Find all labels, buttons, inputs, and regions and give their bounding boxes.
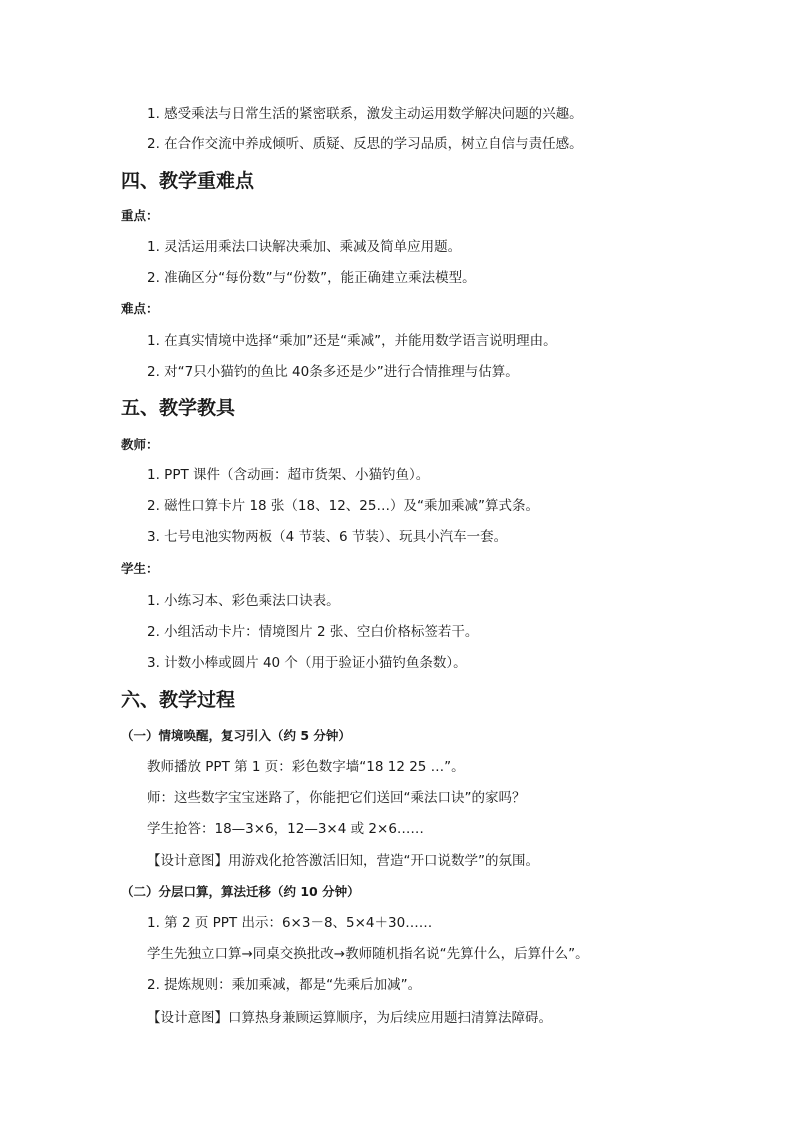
student-item-2: 2. 小组活动卡片：情境图片 2 张、空白价格标签若干。 [147,624,479,640]
part1-design-intent: 【设计意图】用游戏化抢答激活旧知，营造“开口说数学”的氛围。 [147,853,539,869]
student-label: 学生： [121,561,159,576]
part1-title: （一）情境唤醒，复习引入（约 5 分钟） [121,728,351,743]
key-points-label: 重点： [121,208,159,223]
teacher-item-1: 1. PPT 课件（含动画：超市货架、小猫钓鱼）。 [147,467,430,483]
key-point-item-2: 2. 准确区分“每份数”与“份数”，能正确建立乘法模型。 [147,270,476,286]
teacher-item-3: 3. 七号电池实物两板（4 节装、6 节装）、玩具小汽车一套。 [147,529,508,545]
part2-line-2: 学生先独立口算→同桌交换批改→教师随机指名说“先算什么，后算什么”。 [147,946,589,962]
key-point-item-1: 1. 灵活运用乘法口诀解决乘加、乘减及简单应用题。 [147,239,462,255]
student-item-1: 1. 小练习本、彩色乘法口诀表。 [147,593,340,609]
part1-line-3: 学生抢答：18—3×6，12—3×4 或 2×6…… [147,821,424,837]
teacher-label: 教师： [121,437,159,452]
part2-line-3: 2. 提炼规则：乘加乘减，都是“先乘后加减”。 [147,977,422,993]
part1-line-2: 师：这些数字宝宝迷路了，你能把它们送回“乘法口诀”的家吗？ [147,790,526,806]
difficult-point-item-1: 1. 在真实情境中选择“乘加”还是“乘减”，并能用数学语言说明理由。 [147,333,557,349]
difficult-points-label: 难点： [121,301,159,316]
section-heading-teaching-process: 六、教学过程 [121,689,236,711]
part2-title: （二）分层口算，算法迁移（约 10 分钟） [121,884,360,899]
part2-design-intent: 【设计意图】口算热身兼顾运算顺序，为后续应用题扫清算法障碍。 [147,1010,552,1026]
goal-item-1: 1. 感受乘法与日常生活的紧密联系，激发主动运用数学解决问题的兴趣。 [147,106,583,122]
difficult-point-item-2: 2. 对“7只小猫钓的鱼比 40条多还是少”进行合情推理与估算。 [147,364,519,380]
part1-line-1: 教师播放 PPT 第 1 页：彩色数字墙“18 12 25 …”。 [147,759,465,775]
part2-line-1: 1. 第 2 页 PPT 出示：6×3－8、5×4＋30…… [147,915,433,931]
teacher-item-2: 2. 磁性口算卡片 18 张（18、12、25…）及“乘加乘减”算式条。 [147,498,539,514]
student-item-3: 3. 计数小棒或圆片 40 个（用于验证小猫钓鱼条数）。 [147,655,467,671]
section-heading-teaching-aids: 五、教学教具 [121,397,236,419]
goal-item-2: 2. 在合作交流中养成倾听、质疑、反思的学习品质，树立自信与责任感。 [147,136,583,152]
section-heading-difficulties: 四、教学重难点 [121,170,255,192]
